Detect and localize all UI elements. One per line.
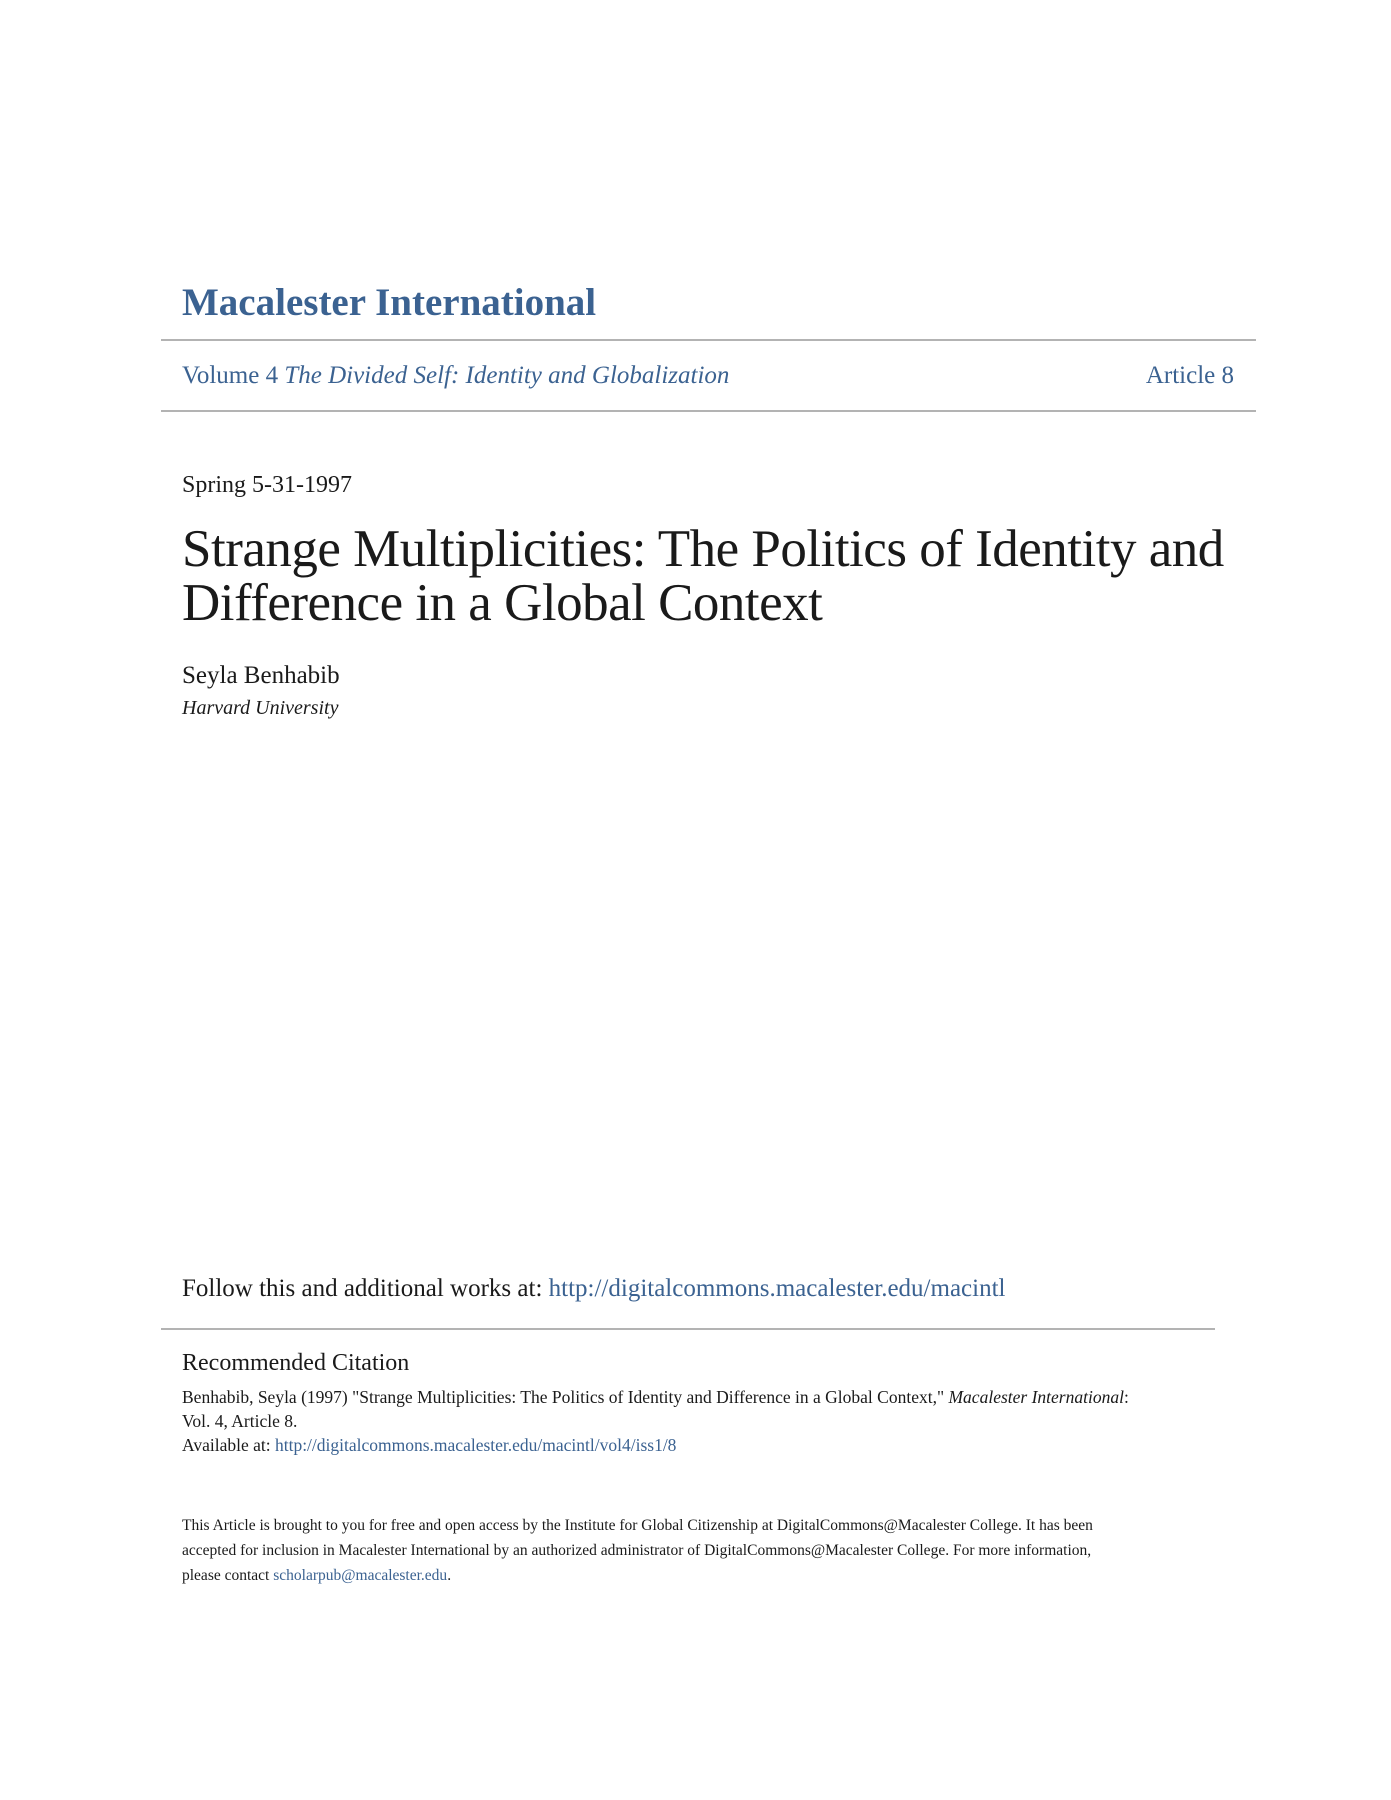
available-link[interactable]: http://digitalcommons.macalester.edu/macintl/vol4/iss1/8 [274, 1435, 677, 1455]
citation-body: Benhabib, Seyla (1997) "Strange Multiplicities: The Politics of Identity and Difference in a Global Context," [182, 1387, 945, 1407]
journal-title[interactable]: Macalester International [182, 281, 597, 324]
follow-label: Follow this and additional works at: [182, 1275, 543, 1302]
article-number[interactable]: Article 8 [1145, 362, 1234, 389]
footer-line-1: This Article is brought to you for free and open access by the Institute for Global Citizenship at DigitalCommons@Macalester College. It has been [182, 1517, 1093, 1534]
volume: Volume 4 [182, 362, 279, 389]
follow-link[interactable]: http://digitalcommons.macalester.edu/macintl [548, 1275, 1006, 1302]
contact-email-link[interactable]: scholarpub@macalester.edu [273, 1567, 448, 1584]
citation-heading: Recommended Citation [182, 1350, 410, 1376]
author: Seyla Benhabib [182, 662, 340, 689]
article-title: Strange Multiplicities: The Politics of Identity and Difference in a Global Context [182, 520, 1224, 632]
follow-line [182, 1275, 1005, 1303]
footer-period: . [447, 1567, 452, 1584]
publication-date: Spring 5-31-1997 [182, 472, 352, 498]
available-line [182, 1435, 676, 1456]
citation-journal: Macalester International [948, 1387, 1124, 1407]
footer-contact-label: please contact [182, 1567, 270, 1584]
footer-line-2: accepted for inclusion in Macalester International by an authorized administrator of DigitalCommons@Macalester College. For more information, [182, 1542, 1092, 1559]
citation-volume: Vol. 4, Article 8. [182, 1411, 298, 1431]
issue-title: The Divided Self: Identity and Globalization [284, 362, 730, 389]
affiliation: Harvard University [182, 697, 339, 719]
volume-line[interactable] [182, 362, 729, 390]
footer-line-3 [182, 1567, 451, 1585]
citation-text [182, 1387, 1129, 1408]
available-label: Available at: [182, 1435, 271, 1455]
divider [161, 1328, 1215, 1330]
divider [161, 410, 1256, 412]
citation-colon: : [1123, 1387, 1129, 1407]
divider [161, 339, 1256, 341]
